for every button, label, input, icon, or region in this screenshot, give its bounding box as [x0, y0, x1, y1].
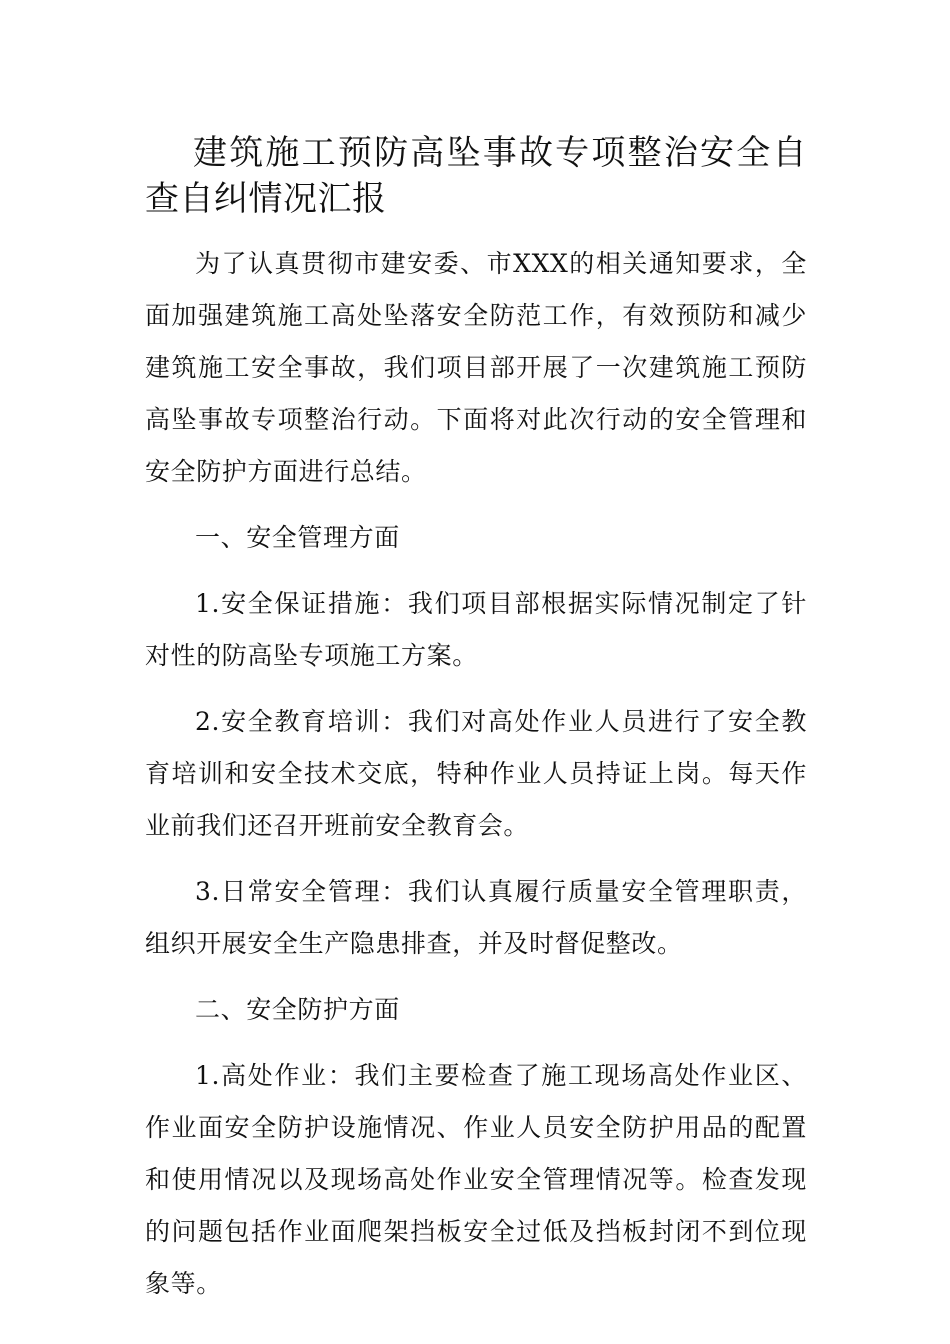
intro-paragraph: 为了认真贯彻市建安委、市XXX的相关通知要求，全面加强建筑施工高处坠落安全防范工作，有效预防和减少建筑施工安全事故，我们项目部开展了一次建筑施工预防高坠事故专项整治行动。下面将对此次行动的安全管理和安全防护方面进行总结。 [145, 249, 807, 486]
management-item-1: 1.安全保证措施：我们项目部根据实际情况制定了针对性的防高坠专项施工方案。 [145, 589, 807, 670]
management-item-3: 3.日常安全管理：我们认真履行质量安全管理职责，组织开展安全生产隐患排查，并及时督促整改。 [145, 877, 807, 958]
section-heading-protection: 二、安全防护方面 [195, 995, 400, 1024]
document-page [145, 0, 807, 1310]
document-title: 建筑施工预防高坠事故专项整治安全自查自纠情况汇报 [145, 133, 807, 219]
management-item-2: 2.安全教育培训：我们对高处作业人员进行了安全教育培训和安全技术交底，特种作业人员持证上岗。每天作业前我们还召开班前安全教育会。 [145, 707, 807, 840]
section-heading-management: 一、安全管理方面 [195, 523, 400, 552]
protection-item-1: 1.高处作业：我们主要检查了施工现场高处作业区、作业面安全防护设施情况、作业人员安全防护用品的配置和使用情况以及现场高处作业安全管理情况等。检查发现的问题包括作业面爬架挡板安全过低及挡板封闭不到位现象等。 [145, 1061, 807, 1298]
